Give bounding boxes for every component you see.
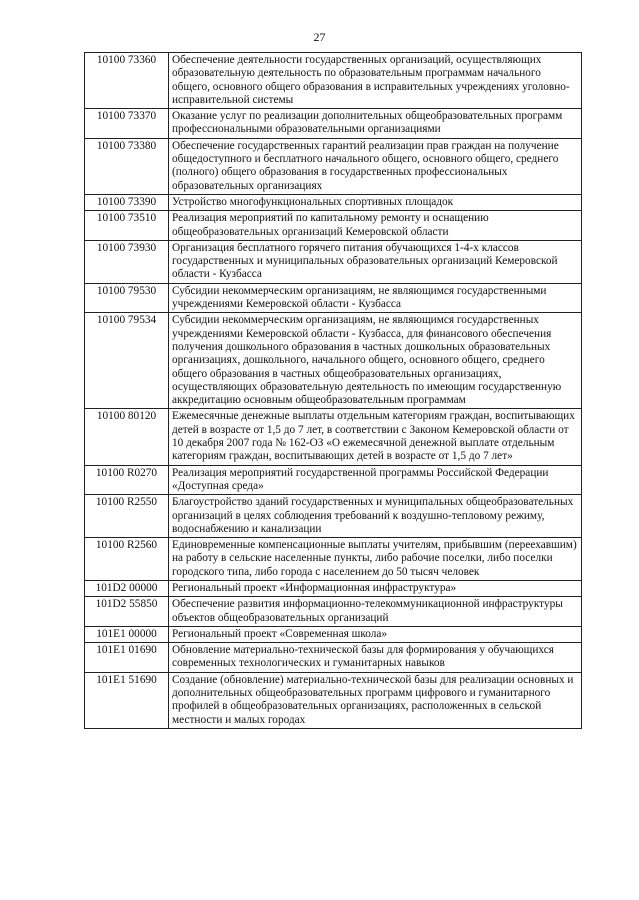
- row-description: Оказание услуг по реализации дополнительных общеобразовательных программ профессиональными образовательными организациями: [169, 109, 582, 139]
- table-row: [85, 194, 582, 210]
- row-description: Субсидии некоммерческим организациям, не являющимся государственными учреждениями Кемеровской области - Кузбасса: [169, 283, 582, 313]
- row-code: 10100 73370: [85, 109, 169, 139]
- row-code: 10100 73510: [85, 211, 169, 241]
- row-description: Реализация мероприятий государственной программы Российской Федерации «Доступная среда»: [169, 465, 582, 495]
- table-row: [85, 597, 582, 627]
- row-description: Ежемесячные денежные выплаты отдельным категориям граждан, воспитывающих детей в возрасте от 1,5 до 7 лет, в соответствии с Законом Кемеровской области от 10 декабря 2007 года № 162-ОЗ «О ежемесячной денежной выплате отдельным категориям граждан, воспитывающих детей в возрасте от 1,5 до 7 лет»: [169, 409, 582, 465]
- table-row: [85, 643, 582, 673]
- row-description: Региональный проект «Информационная инфраструктура»: [169, 580, 582, 596]
- table-row: [85, 538, 582, 581]
- row-description: Обеспечение деятельности государственных организаций, осуществляющих образовательную деятельность по образовательным программам начального общего, основного общего образования в исправительных учреждениях уголовно-исправительной системы: [169, 53, 582, 109]
- row-code: 10100 R2560: [85, 538, 169, 581]
- row-description: Реализация мероприятий по капитальному ремонту и оснащению общеобразовательных организаций Кемеровской области: [169, 211, 582, 241]
- row-description: Обеспечение государственных гарантий реализации прав граждан на получение общедоступного и бесплатного начального общего, основного общего, среднего (полного) общего образования в государственных профессиональных образовательных организациях: [169, 138, 582, 194]
- row-code: 10100 73930: [85, 240, 169, 283]
- table-row: [85, 465, 582, 495]
- row-code: 101D2 00000: [85, 580, 169, 596]
- row-code: 101D2 55850: [85, 597, 169, 627]
- row-code: 10100 R0270: [85, 465, 169, 495]
- table-row: [85, 580, 582, 596]
- row-description: Обеспечение развития информационно-телекоммуникационной инфраструктуры объектов общеобразовательных организаций: [169, 597, 582, 627]
- row-description: Субсидии некоммерческим организациям, не являющимся государственных учреждениями Кемеровской области - Кузбасса, для финансового обеспечения получения дошкольного образования в частных дошкольных образовательных организациях, дошкольного, начального общего, основного общего, среднего общего образования в частных общеобразовательных организациях, осуществляющих образовательную деятельность по имеющим государственную аккредитацию основным общеобразовательным программам: [169, 313, 582, 409]
- table-row: [85, 240, 582, 283]
- budget-codes-table: [84, 52, 582, 729]
- table-row: [85, 672, 582, 728]
- table-row: [85, 313, 582, 409]
- page-number: 27: [313, 30, 326, 44]
- row-code: 10100 73380: [85, 138, 169, 194]
- table-row: [85, 53, 582, 109]
- table-row: [85, 211, 582, 241]
- table-row: [85, 138, 582, 194]
- row-code: 10100 73360: [85, 53, 169, 109]
- row-code: 101E1 00000: [85, 626, 169, 642]
- row-code: 101E1 01690: [85, 643, 169, 673]
- table-row: [85, 409, 582, 465]
- table-row: [85, 495, 582, 538]
- table-row: [85, 109, 582, 139]
- row-code: 10100 79534: [85, 313, 169, 409]
- row-code: 10100 73390: [85, 194, 169, 210]
- row-description: Устройство многофункциональных спортивных площадок: [169, 194, 582, 210]
- row-description: Региональный проект «Современная школа»: [169, 626, 582, 642]
- row-description: Организация бесплатного горячего питания обучающихся 1-4-х классов государственных и муниципальных образовательных организаций Кемеровской области - Кузбасса: [169, 240, 582, 283]
- row-code: 10100 80120: [85, 409, 169, 465]
- row-code: 10100 79530: [85, 283, 169, 313]
- row-code: 101E1 51690: [85, 672, 169, 728]
- table-row: [85, 626, 582, 642]
- row-description: Обновление материально-технической базы для формирования у обучающихся современных технологических и гуманитарных навыков: [169, 643, 582, 673]
- row-description: Единовременные компенсационные выплаты учителям, прибывшим (переехавшим) на работу в сельские населенные пункты, либо рабочие поселки, либо поселки городского типа, либо города с населением до 50 тысяч человек: [169, 538, 582, 581]
- row-description: Создание (обновление) материально-технической базы для реализации основных и дополнительных общеобразовательных программ цифрового и гуманитарного профилей в общеобразовательных организациях, расположенных в сельской местности и малых городах: [169, 672, 582, 728]
- row-code: 10100 R2550: [85, 495, 169, 538]
- table-row: [85, 283, 582, 313]
- row-description: Благоустройство зданий государственных и муниципальных общеобразовательных организаций в целях соблюдения требований к воздушно-тепловому режиму, водоснабжению и канализации: [169, 495, 582, 538]
